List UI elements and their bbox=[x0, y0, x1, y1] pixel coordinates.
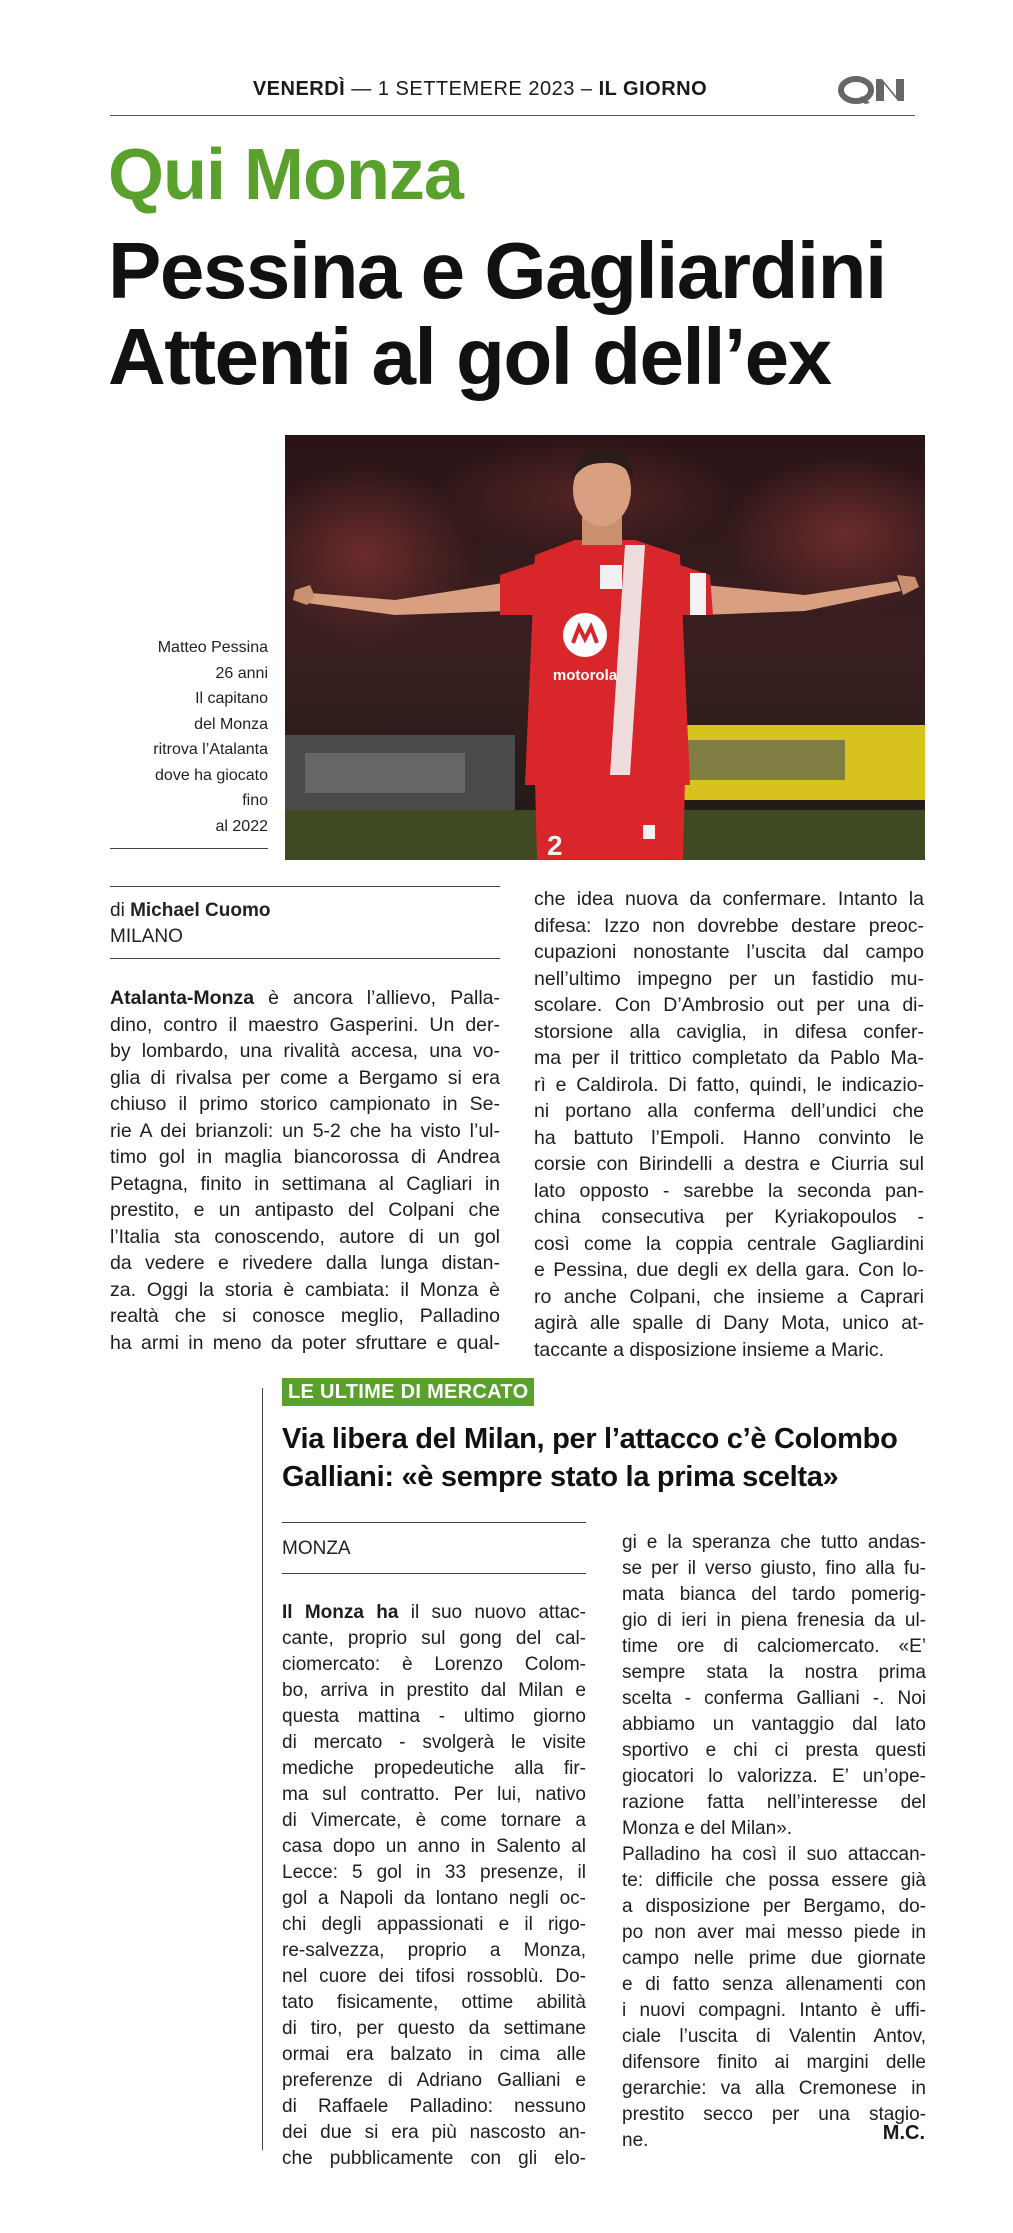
sidebar-line: sportivo e chi ci presta questi bbox=[622, 1740, 926, 1761]
sidebar-line: campo nelle prime due giornate bbox=[622, 1948, 926, 1969]
dateline-dash: – bbox=[580, 78, 593, 100]
caption-line: del Monza bbox=[194, 715, 268, 733]
sidebar-line: abbiamo un vantaggio dal lato bbox=[622, 1714, 926, 1735]
caption-line: Il capitano bbox=[195, 690, 268, 707]
article-line: cupazioni nonostante l’uscita dal campo bbox=[534, 941, 924, 963]
masthead bbox=[110, 72, 910, 108]
caption-line: Matteo Pessina bbox=[157, 639, 268, 656]
article-line: timo gol in maglia biancorossa di Andrea bbox=[110, 1146, 500, 1168]
sidebar-line: prestito secco per una stagio- bbox=[622, 2104, 926, 2125]
sidebar-line: te: difficile che possa essere già bbox=[622, 1870, 926, 1891]
article-line: Petagna, finito in settimana al Cagliari in bbox=[110, 1172, 500, 1195]
article-line: taccante a disposizione insieme a Maric. bbox=[534, 1338, 885, 1361]
sidebar-line: gi e la speranza che tutto andas- bbox=[622, 1532, 926, 1553]
sidebar-lead: Il Monza ha bbox=[282, 1602, 399, 1623]
article-lead: Atalanta-Monza bbox=[110, 987, 255, 1009]
caption-rule bbox=[110, 848, 268, 849]
sidebar-title-line: Galliani: «è sempre stato la prima scelta» bbox=[282, 1461, 839, 1493]
sidebar-line: gerarchie: va alla Cremonese in bbox=[622, 2078, 926, 2099]
article-line: za. Oggi la storia è cambiata: il Monza è bbox=[110, 1278, 500, 1301]
article-line: difesa: Izzo non dovrebbe destare preoc- bbox=[534, 914, 924, 937]
sidebar-line: Lecce: 5 gol in 33 presenze, il bbox=[282, 1862, 586, 1883]
article-line: che idea nuova da confermare. Intanto la bbox=[534, 888, 924, 910]
sidebar-line: chi degli appassionati e il rigo- bbox=[282, 1914, 586, 1935]
article-line: corsie con Birindelli a destra e Ciurria sul bbox=[534, 1153, 924, 1175]
caption-line: ritrova l’Atalanta bbox=[153, 741, 268, 758]
header-rule bbox=[110, 115, 915, 116]
sidebar-line: di Raffaele Palladino: nessuno bbox=[282, 2096, 586, 2117]
byline-rule-top bbox=[110, 886, 500, 887]
article-line: agirà alle spalle di Dany Mota, unico at- bbox=[534, 1312, 924, 1334]
sidebar-line: nel cuore dei tifosi rossoblù. Do- bbox=[282, 1966, 586, 1987]
sidebar-line: casa dopo un anno in Salento al bbox=[282, 1836, 586, 1857]
article-column-1 bbox=[110, 985, 500, 1356]
article-line: è ancora l’allievo, Palla- bbox=[254, 987, 500, 1009]
sidebar-line: cante, proprio sul gong del cal- bbox=[282, 1628, 586, 1649]
byline-rule-bottom bbox=[110, 958, 500, 959]
article-line: ma per il trittico completato da Pablo Ma- bbox=[534, 1047, 924, 1069]
sidebar-rule-top bbox=[282, 1522, 586, 1523]
sidebar-title-line: Via libera del Milan, per l’attacco c’è Colombo bbox=[282, 1423, 898, 1455]
photo-caption bbox=[110, 635, 268, 839]
article-line: lato opposto - sarebbe la seconda pan- bbox=[534, 1179, 924, 1202]
sidebar-line: razione fatta nell’interesse del bbox=[622, 1792, 926, 1813]
sidebar-line: questa mattina - ultimo giorno bbox=[282, 1706, 586, 1727]
article-line: chiuso il primo storico campionato in Se- bbox=[110, 1093, 500, 1115]
article-line: rie A dei brianzoli: un 5-2 che ha visto l’ul- bbox=[110, 1119, 500, 1142]
caption-line: dove ha giocato bbox=[155, 766, 268, 784]
dateline-sep: — bbox=[351, 78, 372, 100]
byline-author: Michael Cuomo bbox=[130, 900, 271, 921]
sidebar-line: di tiro, per questo da settimane bbox=[282, 2018, 586, 2039]
byline-prefix: di bbox=[110, 900, 125, 921]
sidebar-vertical-rule bbox=[262, 1388, 263, 2150]
article-line: glia di rivalsa per come a Bergamo si era bbox=[110, 1066, 500, 1089]
qn-logo bbox=[838, 74, 910, 106]
dateline-paper: IL GIORNO bbox=[598, 78, 708, 100]
sidebar-line: i nuovi compagni. Intanto è uffi- bbox=[622, 2000, 926, 2021]
section-kicker: Qui Monza bbox=[108, 135, 463, 215]
caption-line: al 2022 bbox=[215, 817, 268, 835]
sidebar-line: ne. bbox=[622, 2130, 649, 2151]
article-line: prestito, e un antipasto del Colpani che bbox=[110, 1199, 500, 1221]
sidebar-line: se per il verso giusto, fino alla fu- bbox=[622, 1558, 926, 1579]
shirt-sponsor: motorola bbox=[552, 667, 618, 684]
sidebar-line: ormai era balzato in cima alle bbox=[282, 2044, 586, 2065]
sidebar-line: difensore finito ai margini delle bbox=[622, 2052, 926, 2073]
caption-line: 26 anni bbox=[215, 664, 268, 682]
sidebar-line: tato fisicamente, ottime abilità bbox=[282, 1992, 586, 2013]
article-line: by lombardo, una rivalità accesa, una vo- bbox=[110, 1040, 500, 1062]
svg-text:QN: QN bbox=[874, 105, 876, 106]
sidebar-rule-bottom bbox=[282, 1573, 586, 1574]
article-column-2 bbox=[534, 886, 924, 1363]
headline bbox=[108, 228, 928, 400]
sidebar-line: ma sul contratto. Per lui, nativo bbox=[282, 1784, 586, 1805]
sidebar-line: ciomercato: è Lorenzo Colom- bbox=[282, 1654, 586, 1675]
sidebar-line: a disposizione per Bergamo, do- bbox=[622, 1896, 926, 1917]
sidebar-line: giocatori lo valorizza. E’ un’ope- bbox=[622, 1766, 926, 1787]
sidebar-line: mediche propedeutiche alla fir- bbox=[282, 1758, 586, 1779]
article-line: dino, contro il maestro Gasperini. Un der- bbox=[110, 1013, 500, 1036]
article-line: l’Italia sta conoscendo, autore di un gol bbox=[110, 1225, 500, 1248]
article-line: e Pessina, due degli ex della gara. Con lo- bbox=[534, 1259, 924, 1281]
article-line: china consecutiva per Kyriakopoulos - bbox=[534, 1206, 924, 1228]
byline bbox=[110, 898, 500, 950]
sidebar-line: che pubblicamente con gli elo- bbox=[282, 2148, 586, 2169]
sidebar-line: gol a Napoli da lontano negli oc- bbox=[282, 1888, 586, 1909]
dateline-day: VENERDÌ bbox=[252, 78, 346, 100]
article-line: ha armi in meno da poter sfruttare e qual- bbox=[110, 1331, 500, 1354]
sidebar-line: dei due si era più nascosto an- bbox=[282, 2122, 586, 2143]
caption-line: fino bbox=[242, 792, 268, 809]
sidebar-line: e di fatto senza allenamenti con bbox=[622, 1974, 926, 1995]
player-photo bbox=[285, 435, 925, 860]
sidebar-line: Palladino ha così il suo attaccan- bbox=[622, 1844, 926, 1865]
sidebar-line: preferenze di Adriano Galliani e bbox=[282, 2070, 586, 2091]
shorts-number: 2 bbox=[547, 830, 563, 860]
byline-place: MILANO bbox=[110, 926, 183, 947]
article-line: storsione alla caviglia, in difesa confer- bbox=[534, 1020, 924, 1043]
article-line: scolare. Con D’Ambrosio out per una di- bbox=[534, 994, 924, 1016]
article-line: nell’ultimo impegno per un fastidio mu- bbox=[534, 967, 924, 990]
sidebar-line: il suo nuovo attac- bbox=[398, 1602, 586, 1623]
sidebar-line: ciale l’uscita di Valentin Antov, bbox=[622, 2026, 926, 2047]
sidebar-line: bo, arriva in prestito dal Milan e bbox=[282, 1680, 586, 1701]
sidebar-column-2 bbox=[622, 1530, 926, 2154]
sidebar-line: re-salvezza, proprio a Monza, bbox=[282, 1940, 586, 1961]
article-line: ha battuto l’Empoli. Hanno convinto le bbox=[534, 1126, 924, 1149]
sidebar-line: mata bianca del tardo pomerig- bbox=[622, 1584, 926, 1605]
headline-line: Pessina e Gagliardini bbox=[108, 226, 886, 315]
sidebar-line: gio di ieri in piena frenesia da ul- bbox=[622, 1610, 926, 1631]
sidebar-line: scelta - conferma Galliani -. Noi bbox=[622, 1688, 926, 1709]
sidebar-line: Monza e del Milan». bbox=[622, 1818, 793, 1839]
article-line: da vedere e rivedere dalla lunga distan- bbox=[110, 1252, 500, 1274]
article-line: ni portano alla conferma dell’undici che bbox=[534, 1100, 924, 1122]
dateline bbox=[110, 72, 910, 106]
sidebar-line: po non aver mai messo piede in bbox=[622, 1922, 926, 1943]
article-line: ro anche Colpani, che insieme a Caprari bbox=[534, 1285, 924, 1308]
article-line: così come la coppia centrale Gagliardini bbox=[534, 1232, 924, 1255]
sidebar-line: sempre stata la nostra prima bbox=[622, 1662, 926, 1683]
sidebar-line: time ore di calciomercato. «E’ bbox=[622, 1636, 926, 1657]
sidebar-title bbox=[282, 1420, 932, 1496]
sidebar-place: MONZA bbox=[282, 1538, 351, 1559]
sidebar-column-1 bbox=[282, 1600, 586, 2172]
sidebar-line: di mercato - svolgerà le visite bbox=[282, 1732, 586, 1753]
article-line: rì e Caldirola. Di fatto, quindi, le indicazio- bbox=[534, 1073, 924, 1096]
sidebar-signature: M.C. bbox=[882, 2122, 925, 2144]
sidebar-line: di Vimercate, è come tornare a bbox=[282, 1810, 586, 1831]
sidebar-label: LE ULTIME DI MERCATO bbox=[282, 1378, 534, 1406]
dateline-date: 1 SETTEMERE 2023 bbox=[377, 78, 575, 100]
headline-line: Attenti al gol dell’ex bbox=[108, 312, 831, 401]
article-line: realtà che si conosce meglio, Palladino bbox=[110, 1305, 500, 1327]
